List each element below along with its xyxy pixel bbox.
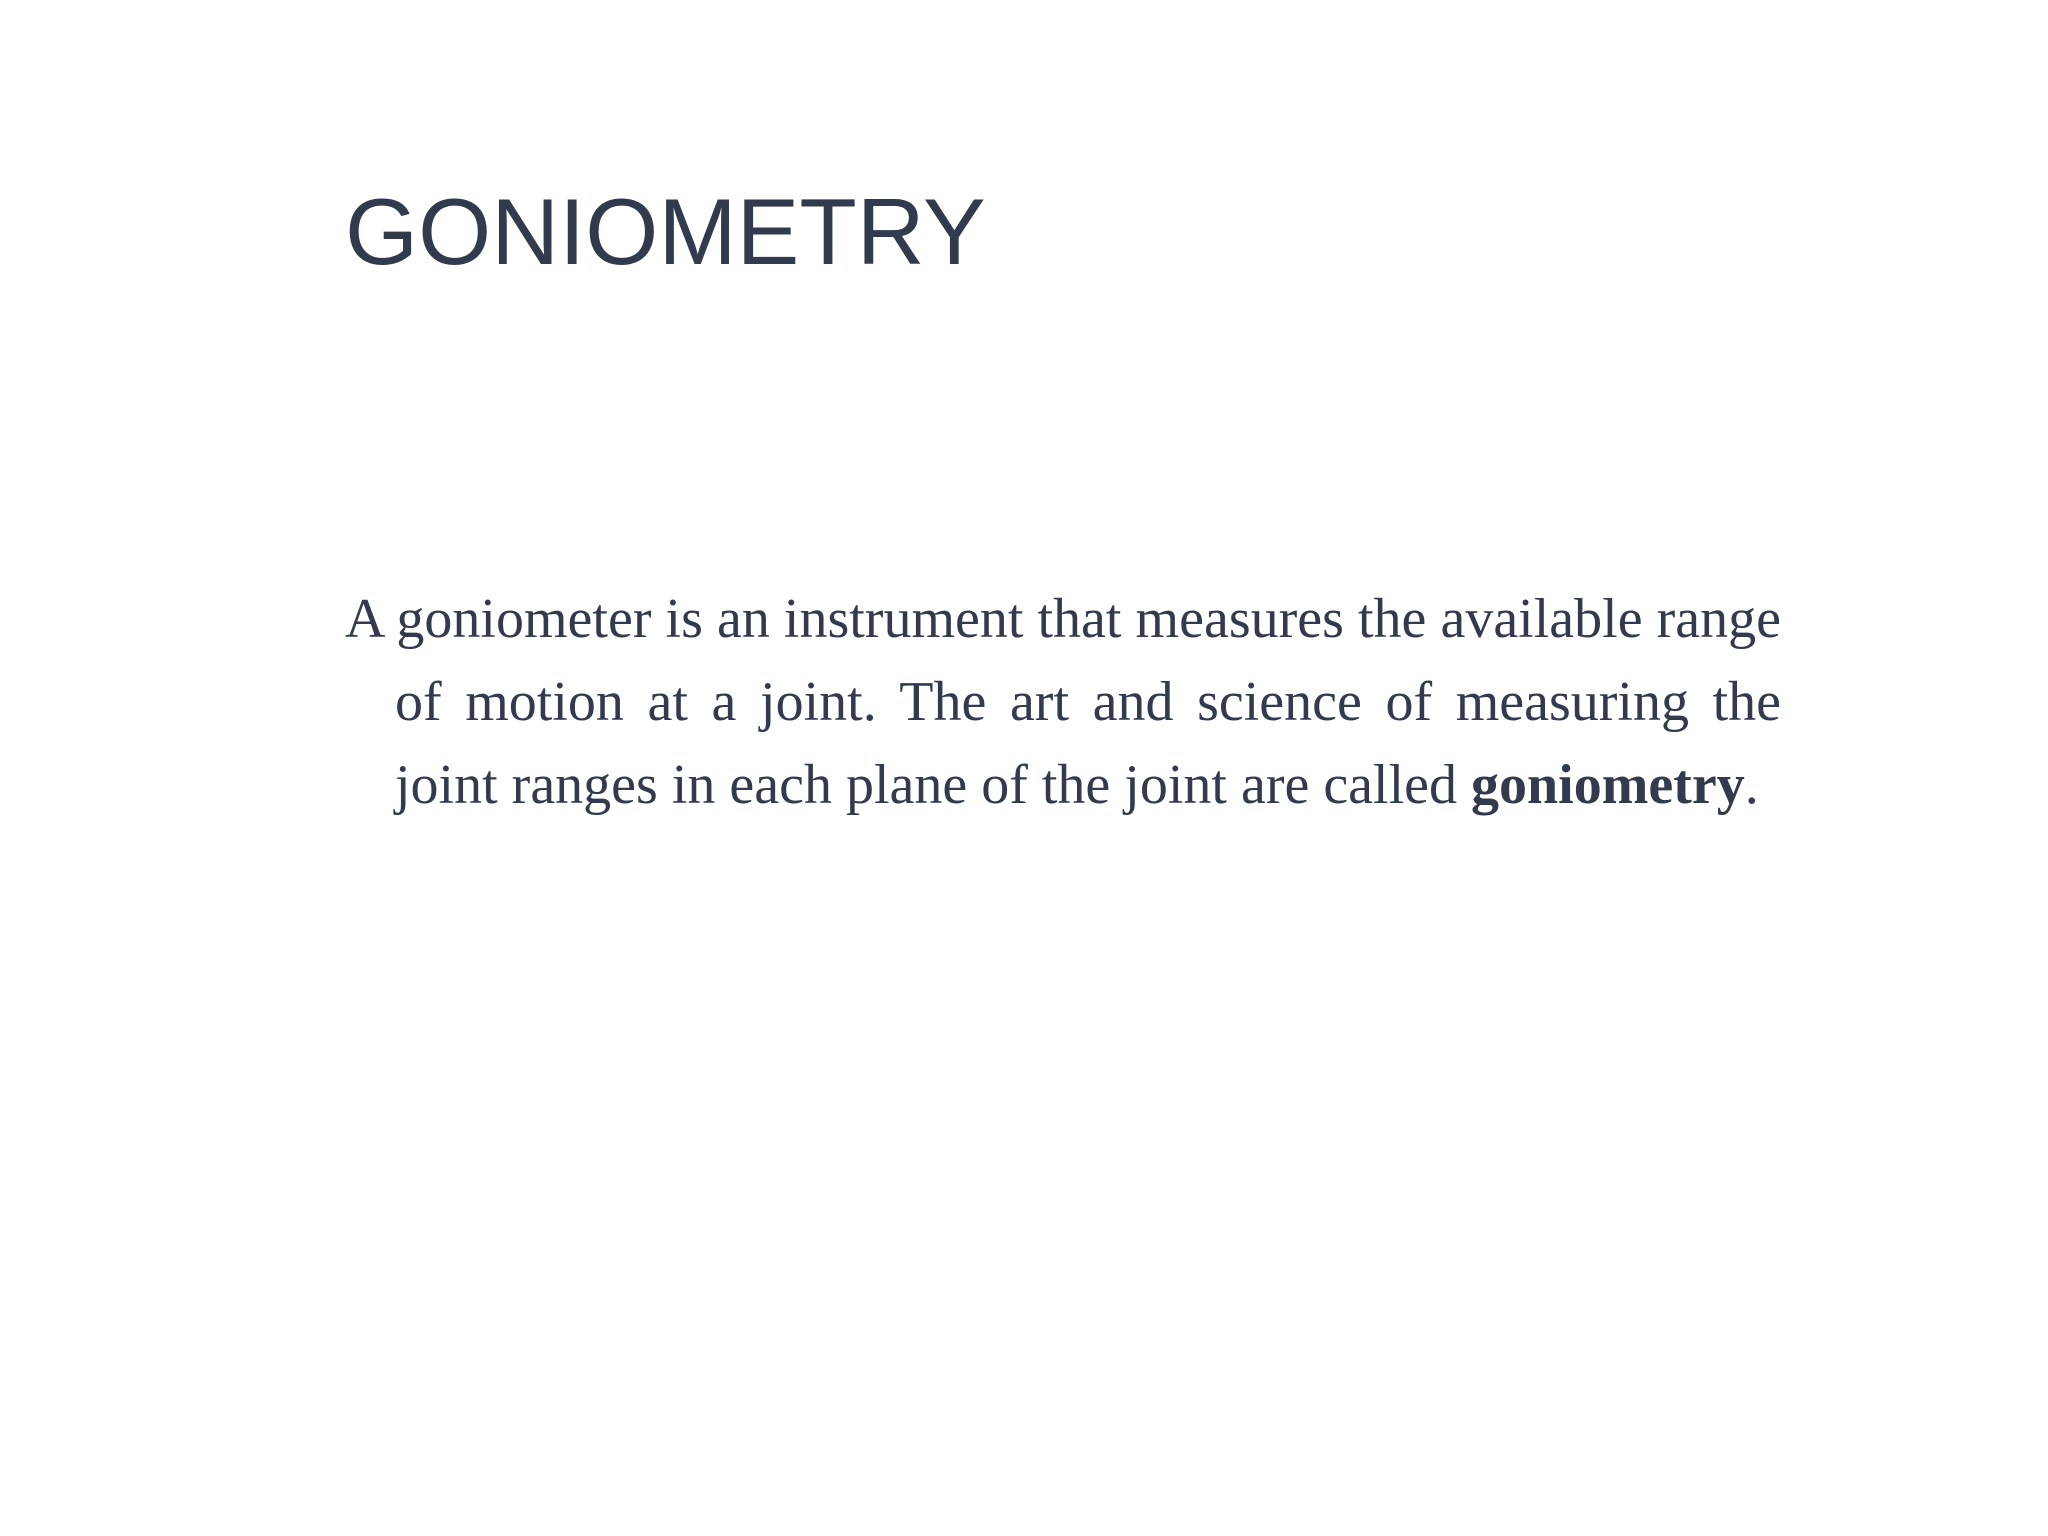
body-paragraph: [345, 578, 1781, 827]
paragraph-bold-term: goniometry: [1471, 754, 1745, 816]
slide-title: GONIOMETRY: [345, 179, 986, 284]
paragraph-text-after: .: [1744, 754, 1759, 816]
paragraph-text-before: A goniometer is an instrument that measures the available range of motion at a joint. The art and science of measuring the joint ranges in each plane of the joint are called: [345, 588, 1781, 816]
